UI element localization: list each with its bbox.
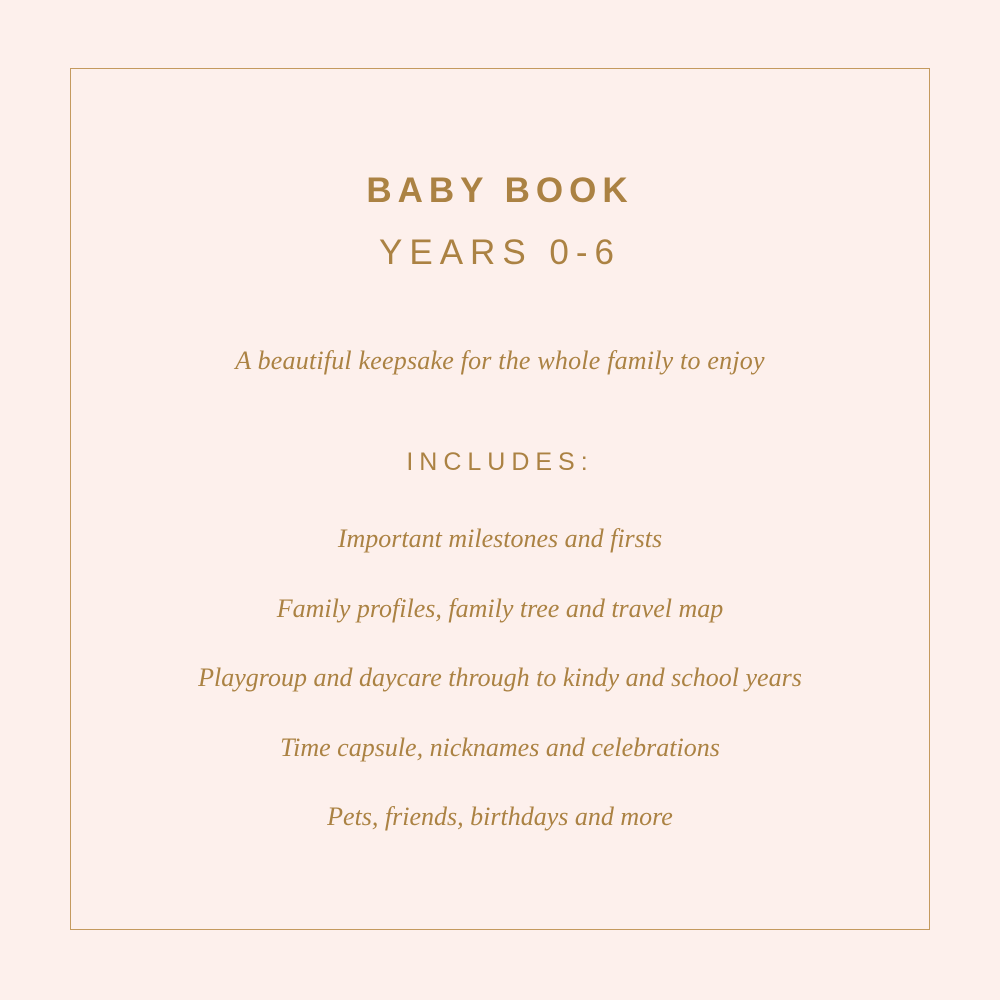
tagline-text: A beautiful keepsake for the whole family to enjoy — [235, 346, 765, 375]
page-subtitle: YEARS 0-6 — [379, 233, 621, 272]
list-item: Important milestones and firsts — [337, 524, 663, 553]
list-item: Pets, friends, birthdays and more — [327, 802, 673, 831]
page-title: BABY BOOK — [366, 171, 634, 210]
list-item: Family profiles, family tree and travel map — [276, 593, 724, 623]
feature-list — [70, 477, 930, 834]
list-item: Playgroup and daycare through to kindy and school years — [198, 663, 802, 692]
list-item: Time capsule, nicknames and celebrations — [280, 732, 720, 762]
card-content — [70, 68, 930, 930]
includes-heading: INCLUDES: — [406, 448, 594, 476]
